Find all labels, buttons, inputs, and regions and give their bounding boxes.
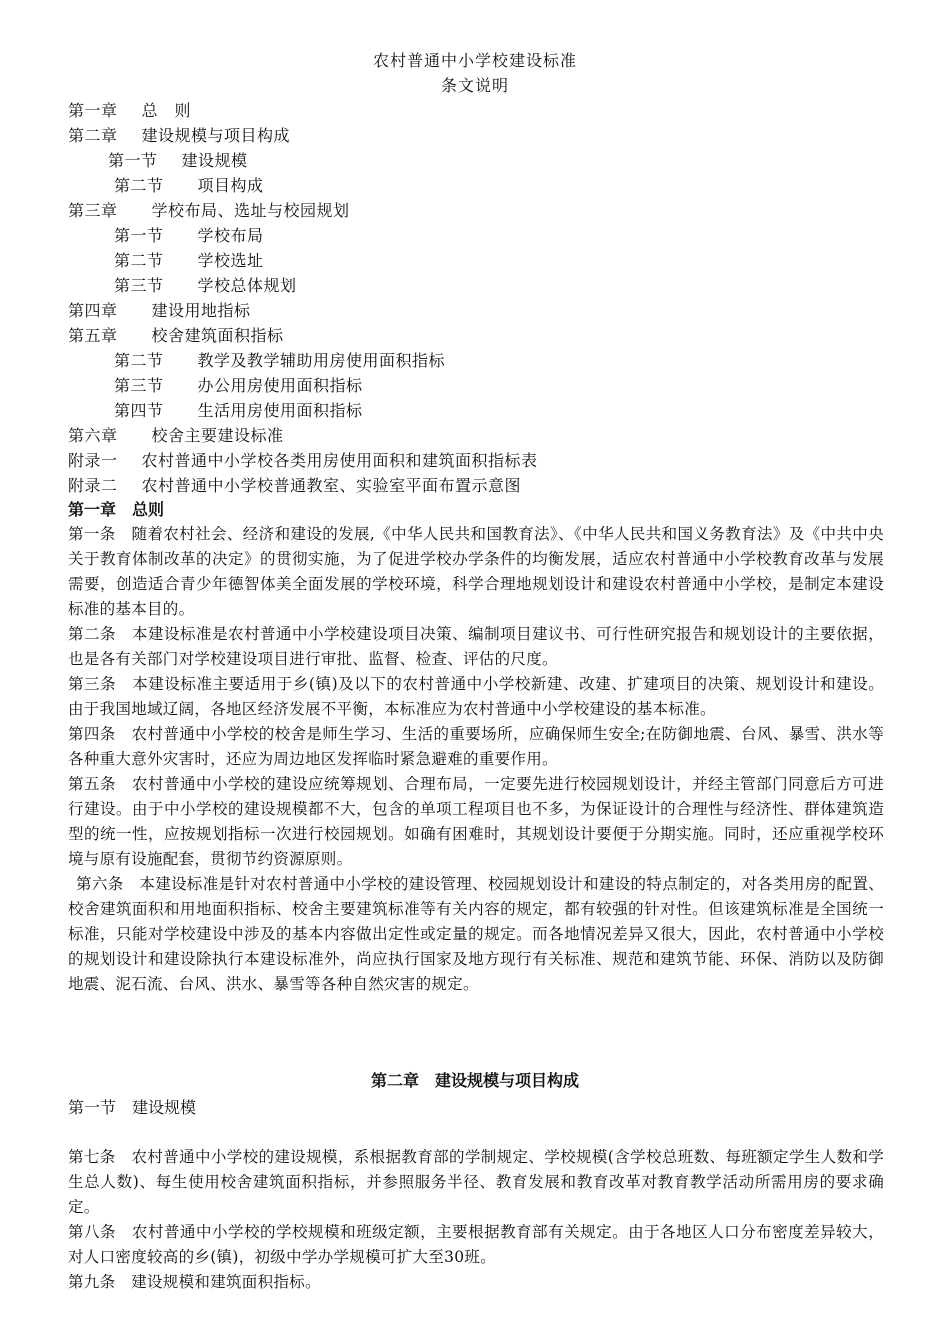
toc-number: 第四章	[68, 301, 118, 320]
toc-number: 第三节	[114, 376, 164, 395]
article-paragraph: 第四条 农村普通中小学校的校舍是师生学习、生活的重要场所，应确保师生安全;在防御地震、台风、暴雪、洪水等各种重大意外灾害时，还应为周边地区发挥临时紧急避难的重要作用。	[68, 725, 884, 768]
toc-entry	[68, 448, 898, 473]
toc-number: 第三节	[114, 276, 164, 295]
toc-text: 办公用房使用面积指标	[197, 376, 363, 395]
document-title: 农村普通中小学校建设标准	[372, 51, 577, 70]
toc-text: 建设规模	[181, 151, 248, 170]
toc-entry	[68, 248, 898, 273]
section-heading: 第一节 建设规模	[68, 1098, 197, 1117]
article-paragraph: 第五条 农村普通中小学校的建设应统筹规划、合理布局，一定要先进行校园规划设计，并经主管部门同意后方可进行建设。由于中小学校的建设规模都不大，包含的单项工程项目也不多，为保证设计的合理性与经济性、群体建筑造型的统一性，应按规划指标一次进行校园规划。如确有困难时，其规划设计要便于分期实施。同时，还应重视学校环境与原有设施配套，贯彻节约资源原则。	[68, 775, 884, 868]
article-paragraph: 第七条 农村普通中小学校的建设规模，系根据教育部的学制规定、学校规模(含学校总班数、每班额定学生人数和学生总人数)、每生使用校舍建筑面积指标，并参照服务半径、教育发展和教育改革对教育教学活动所需用房的要求确定。	[68, 1148, 884, 1216]
toc-text: 学校总体规划	[197, 276, 297, 295]
toc-entry	[68, 198, 898, 223]
article-paragraph: 第二条 本建设标准是农村普通中小学校建设项目决策、编制项目建议书、可行性研究报告和规划设计的主要依据，也是各有关部门对学校建设项目进行审批、监督、检查、评估的尺度。	[68, 625, 884, 668]
toc-entry	[68, 348, 898, 373]
toc-text: 总 则	[141, 101, 192, 120]
toc-entry	[68, 123, 898, 148]
article-paragraph: 第九条 建设规模和建筑面积指标。	[68, 1273, 321, 1291]
toc-entry	[68, 473, 898, 498]
toc-number: 第六章	[68, 426, 118, 445]
toc-text: 校舍建筑面积指标	[151, 326, 284, 345]
toc-text: 教学及教学辅助用房使用面积指标	[197, 351, 446, 370]
chapter2-heading: 第二章 建设规模与项目构成	[370, 1071, 579, 1090]
toc-entry	[68, 423, 898, 448]
toc-number: 附录一	[68, 451, 118, 470]
toc-entry	[68, 173, 898, 198]
article-paragraph: 第一条 随着农村社会、经济和建设的发展,《中华人民共和国教育法》、《中华人民共和国义务教育法》及《中共中央关于教育体制改革的决定》的贯彻实施，为了促进学校办学条件的均衡发展，适应农村普通中小学校教育改革与发展需要，创造适合青少年德智体美全面发展的学校环境，科学合理地规划设计和建设农村普通中小学校，是制定本建设标准的基本目的。	[68, 525, 884, 618]
chapter1-body	[68, 522, 884, 997]
toc-text: 学校布局	[197, 226, 264, 245]
toc-entry	[68, 398, 898, 423]
toc-number: 第五章	[68, 326, 118, 345]
toc-text: 建设用地指标	[151, 301, 251, 320]
table-of-contents	[68, 98, 898, 498]
article-paragraph: 第六条 本建设标准是针对农村普通中小学校的建设管理、校园规划设计和建设的特点制定的，对各类用房的配置、校舍建筑面积和用地面积指标、校舍主要建筑标准等有关内容的规定，都有较强的针对性。但该建筑标准是全国统一标准，只能对学校建设中涉及的基本内容做出定性或定量的规定。而各地情况差异又很大，因此，农村普通中小学校的规划设计和建设除执行本建设标准外，尚应执行国家及地方现行有关标准、规范和建筑节能、环保、消防以及防御地震、泥石流、台风、洪水、暴雪等各种自然灾害的规定。	[68, 875, 884, 993]
toc-text: 学校布局、选址与校园规划	[151, 201, 350, 220]
toc-entry	[68, 223, 898, 248]
toc-entry	[68, 98, 898, 123]
toc-number: 第二章	[68, 126, 118, 145]
toc-number: 第二节	[114, 251, 164, 270]
toc-text: 学校选址	[197, 251, 264, 270]
toc-entry	[68, 323, 898, 348]
toc-text: 农村普通中小学校普通教室、实验室平面布置示意图	[141, 476, 522, 495]
toc-entry	[68, 373, 898, 398]
toc-entry	[68, 273, 898, 298]
toc-entry	[68, 148, 898, 173]
document-subtitle: 条文说明	[440, 76, 509, 95]
toc-number: 第二节	[114, 176, 164, 195]
chapter2-body	[68, 1145, 884, 1295]
chapter1-heading: 第一章 总则	[68, 500, 165, 519]
toc-number: 第一节	[108, 151, 158, 170]
toc-text: 生活用房使用面积指标	[197, 401, 363, 420]
toc-number: 第四节	[114, 401, 164, 420]
toc-text: 校舍主要建设标准	[151, 426, 284, 445]
toc-text: 农村普通中小学校各类用房使用面积和建筑面积指标表	[141, 451, 538, 470]
article-paragraph: 第三条 本建设标准主要适用于乡(镇)及以下的农村普通中小学校新建、改建、扩建项目的决策、规划设计和建设。由于我国地域辽阔，各地区经济发展不平衡，本标准应为农村普通中小学校建设的基本标准。	[68, 675, 884, 718]
article-paragraph: 第八条 农村普通中小学校的学校规模和班级定额，主要根据教育部有关规定。由于各地区人口分布密度差异较大，对人口密度较高的乡(镇)，初级中学办学规模可扩大至30班。	[68, 1223, 884, 1266]
toc-text: 建设规模与项目构成	[141, 126, 291, 145]
toc-text: 项目构成	[197, 176, 264, 195]
toc-number: 第一章	[68, 101, 118, 120]
toc-entry	[68, 298, 898, 323]
toc-number: 附录二	[68, 476, 118, 495]
toc-number: 第三章	[68, 201, 118, 220]
toc-number: 第一节	[114, 226, 164, 245]
toc-number: 第二节	[114, 351, 164, 370]
